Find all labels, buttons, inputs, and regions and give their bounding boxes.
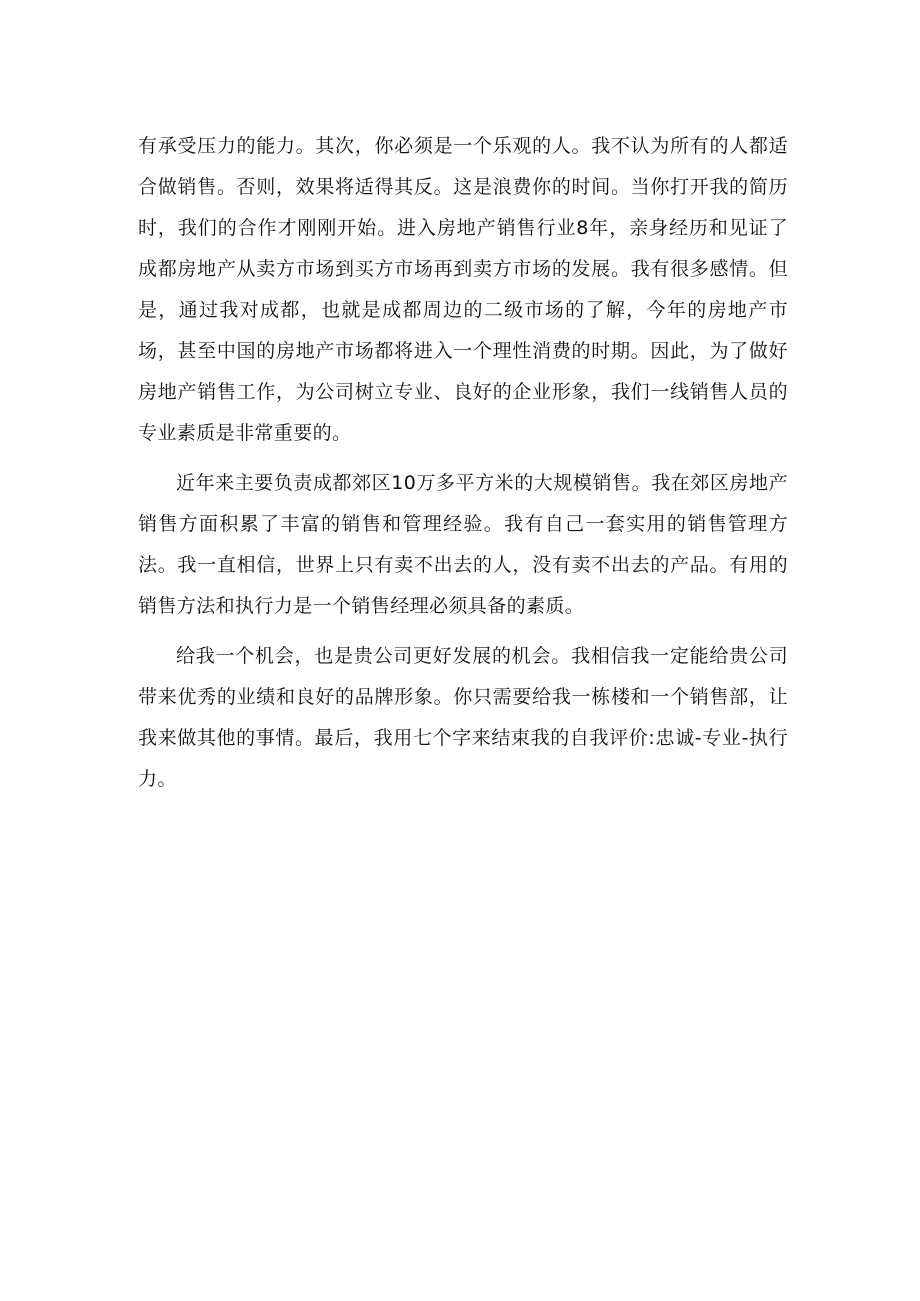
paragraph-2: 近年来主要负责成都郊区10万多平方米的大规模销售。我在郊区房地产销售方面积累了丰富的销售和管理经验。我有自己一套实用的销售管理方法。我一直相信，世界上只有卖不出去的人，没有卖不出去的产品。有用的销售方法和执行力是一个销售经理必须具备的素质。 (138, 472, 788, 617)
document-body (138, 126, 788, 809)
paragraph-3: 给我一个机会，也是贵公司更好发展的机会。我相信我一定能给贵公司带来优秀的业绩和良好的品牌形象。你只需要给我一栋楼和一个销售部，让我来做其他的事情。最后，我用七个字来结束我的自我评价:忠诚-专业-执行力。 (138, 645, 788, 790)
paragraph-1: 有承受压力的能力。其次，你必须是一个乐观的人。我不认为所有的人都适合做销售。否则，效果将适得其反。这是浪费你的时间。当你打开我的简历时，我们的合作才刚刚开始。进入房地产销售行业8年，亲身经历和见证了成都房地产从卖方市场到买方市场再到卖方市场的发展。我有很多感情。但是，通过我对成都，也就是成都周边的二级市场的了解，今年的房地产市场，甚至中国的房地产市场都将进入一个理性消费的时期。因此，为了做好房地产销售工作，为公司树立专业、良好的企业形象，我们一线销售人员的专业素质是非常重要的。 (138, 135, 788, 444)
